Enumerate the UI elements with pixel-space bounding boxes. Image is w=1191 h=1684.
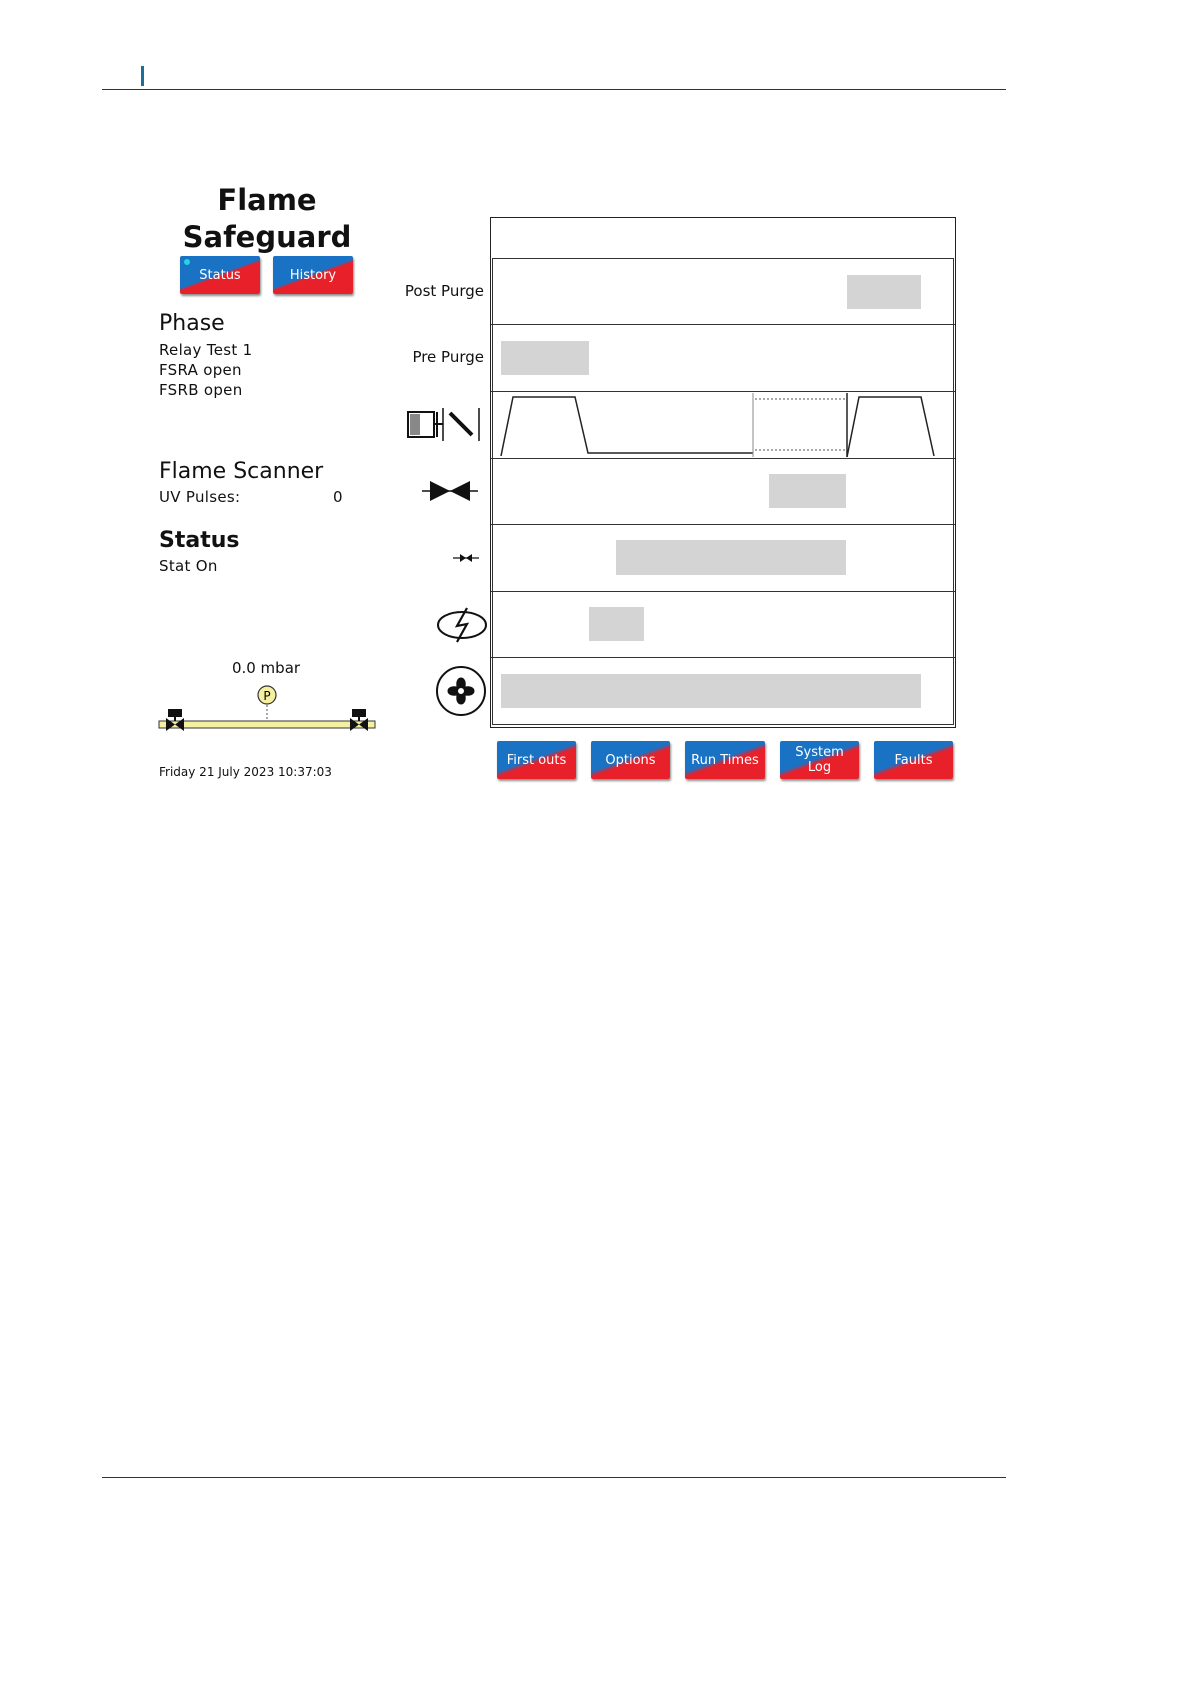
pressure-sensor-label: P bbox=[263, 689, 271, 703]
system-log-label-2: Log bbox=[807, 760, 832, 775]
fan-icon bbox=[435, 665, 487, 717]
status-button-label: Status bbox=[199, 267, 241, 283]
uv-pulses-label: UV Pulses: bbox=[159, 488, 241, 506]
pre-purge-bar bbox=[501, 341, 589, 375]
first-outs-button[interactable] bbox=[497, 741, 576, 779]
row-label-pre-purge: Pre Purge bbox=[412, 348, 484, 366]
faults-button[interactable] bbox=[874, 741, 953, 779]
app-title-line2: Safeguard bbox=[182, 220, 352, 254]
ignition-spark-icon bbox=[435, 604, 489, 646]
sequence-panel bbox=[490, 217, 956, 728]
actuator-damper-icon bbox=[405, 405, 485, 445]
flame-scanner-section bbox=[159, 459, 359, 508]
gas-pipe bbox=[159, 721, 375, 728]
pilot-valve-bar bbox=[616, 540, 846, 575]
history-button-label: History bbox=[289, 267, 337, 283]
header-accent-bar bbox=[141, 66, 144, 86]
status-button[interactable] bbox=[180, 256, 260, 294]
status-active-dot bbox=[184, 259, 190, 265]
header-rule bbox=[102, 89, 1006, 90]
run-times-label: Run Times bbox=[691, 752, 759, 768]
gas-valve-icon bbox=[420, 478, 480, 504]
datetime: Friday 21 July 2023 10:37:03 bbox=[159, 765, 332, 779]
row-sep-1 bbox=[491, 324, 955, 325]
phase-line-2: FSRA open bbox=[159, 361, 242, 379]
system-log-button[interactable] bbox=[780, 741, 859, 779]
app-title-line1: Flame bbox=[217, 183, 317, 217]
row-sep-5 bbox=[491, 591, 955, 592]
status-heading: Status bbox=[159, 528, 240, 553]
post-purge-bar bbox=[847, 275, 921, 309]
run-times-button[interactable] bbox=[685, 741, 765, 779]
gas-train-diagram bbox=[155, 683, 380, 733]
app-title bbox=[137, 182, 397, 256]
first-outs-label: First outs bbox=[506, 752, 567, 768]
phase-section bbox=[159, 311, 379, 401]
sequence-inner-frame bbox=[492, 258, 954, 725]
pressure-reading: 0.0 mbar bbox=[231, 659, 301, 677]
fan-bar bbox=[501, 674, 921, 708]
footer-rule bbox=[102, 1477, 1006, 1478]
options-button[interactable] bbox=[591, 741, 670, 779]
gas-valve-bar bbox=[769, 474, 846, 508]
phase-line-3: FSRB open bbox=[159, 381, 243, 399]
row-sep-6 bbox=[491, 657, 955, 658]
status-section bbox=[159, 528, 359, 577]
row-label-post-purge: Post Purge bbox=[404, 282, 484, 300]
faults-label: Faults bbox=[894, 752, 933, 768]
damper-position-trace bbox=[491, 391, 953, 459]
options-label: Options bbox=[605, 752, 656, 768]
system-log-label-1: System bbox=[795, 745, 844, 760]
flame-scanner-heading: Flame Scanner bbox=[159, 459, 324, 484]
history-button[interactable] bbox=[273, 256, 353, 294]
pilot-valve-icon bbox=[452, 551, 480, 565]
uv-pulses-value: 0 bbox=[333, 488, 343, 506]
row-sep-4 bbox=[491, 524, 955, 525]
phase-line-1: Relay Test 1 bbox=[159, 341, 253, 359]
ignition-bar bbox=[589, 607, 644, 641]
status-value: Stat On bbox=[159, 557, 218, 575]
phase-heading: Phase bbox=[159, 311, 225, 336]
